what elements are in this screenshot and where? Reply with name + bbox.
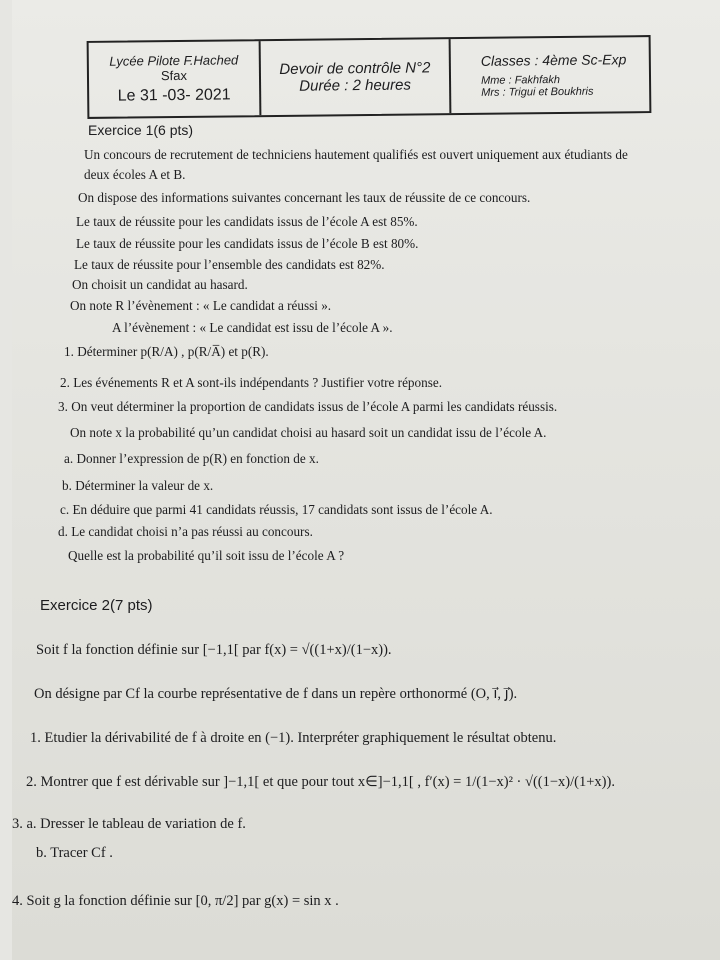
ex1-intro-line-1: Un concours de recrutement de techniciens hautement qualifiés est ouvert uniquement aux étudiants de [84, 147, 628, 162]
exam-title: Devoir de contrôle N°2 [279, 59, 431, 78]
exercise-1-title: Exercice 1(6 pts) [88, 122, 194, 138]
ex2-question-2: 2. Montrer que f est dérivable sur ]−1,1[ et que pour tout x∈]−1,1[ , f′(x) = 1/(1−x)² · √((1−x)/(1+x)). [26, 774, 615, 790]
exam-duration: Durée : 2 heures [299, 76, 412, 95]
ex2-curve: On désigne par Cf la courbe représentative de f dans un repère orthonormé (O, i⃗, j⃗). [34, 686, 518, 702]
school-name: Lycée Pilote F.Hached [109, 52, 239, 69]
exam-date: Le 31 -03- 2021 [117, 86, 231, 105]
ex1-event-r: On note R l’évènement : « Le candidat a réussi ». [70, 298, 332, 313]
ex1-rate-b: Le taux de réussite pour les candidats issus de l’école B est 80%. [76, 236, 419, 251]
ex1-q3c: c. En déduire que parmi 41 candidats réussis, 17 candidats sont issus de l’école A. [60, 502, 493, 517]
ex1-question-3: 3. On veut déterminer la proportion de candidats issus de l’école A parmi les candidats réussis. [58, 399, 558, 414]
header-title-cell [261, 39, 452, 115]
ex2-question-4: 4. Soit g la fonction définie sur [0, π/2] par g(x) = sin x . [12, 893, 339, 909]
exercise-2-title: Exercice 2(7 pts) [40, 597, 153, 614]
ex2-q3b: b. Tracer Cf . [36, 845, 113, 861]
ex1-info: On dispose des informations suivantes concernant les taux de réussite de ce concours. [78, 190, 531, 205]
city: Sfax [160, 67, 188, 84]
classes: Classes : 4ème Sc-Exp [480, 51, 627, 69]
ex1-pick: On choisit un candidat au hasard. [72, 277, 248, 292]
ex1-q3d-2: Quelle est la probabilité qu’il soit issu de l’école A ? [68, 548, 345, 563]
exam-sheet [12, 0, 720, 960]
ex1-q3a: a. Donner l’expression de p(R) en fonction de x. [64, 451, 319, 466]
ex1-event-a: A l’évènement : « Le candidat est issu de l’école A ». [112, 320, 393, 335]
ex2-question-1: 1. Etudier la dérivabilité de f à droite en (−1). Interpréter graphiquement le résultat obtenu. [30, 730, 557, 746]
ex1-rate-all: Le taux de réussite pour l’ensemble des candidats est 82%. [74, 257, 385, 272]
teacher-1: Mme : Fakhfakh [480, 74, 560, 87]
ex2-q3a: 3. a. Dresser le tableau de variation de f. [12, 816, 246, 832]
ex2-definition: Soit f la fonction définie sur [−1,1[ par f(x) = √((1+x)/(1−x)). [36, 642, 392, 658]
header-school-cell [89, 41, 262, 117]
header-table [87, 35, 652, 119]
ex1-intro-line-2: deux écoles A et B. [84, 167, 186, 182]
ex1-q3b: b. Déterminer la valeur de x. [62, 478, 214, 493]
ex1-question-2: 2. Les événements R et A sont-ils indépendants ? Justifier votre réponse. [60, 375, 442, 390]
ex1-q3-note: On note x la probabilité qu’un candidat choisi au hasard soit un candidat issu de l’école A. [70, 425, 547, 440]
ex1-question-1: 1. Déterminer p(R/A) , p(R/A̅) et p(R). [64, 344, 269, 359]
teachers-2: Mrs : Trigui et Boukhris [481, 85, 594, 99]
ex1-rate-a: Le taux de réussite pour les candidats issus de l’école A est 85%. [76, 214, 418, 229]
header-class-cell [451, 37, 650, 113]
ex1-q3d: d. Le candidat choisi n’a pas réussi au concours. [58, 524, 313, 539]
